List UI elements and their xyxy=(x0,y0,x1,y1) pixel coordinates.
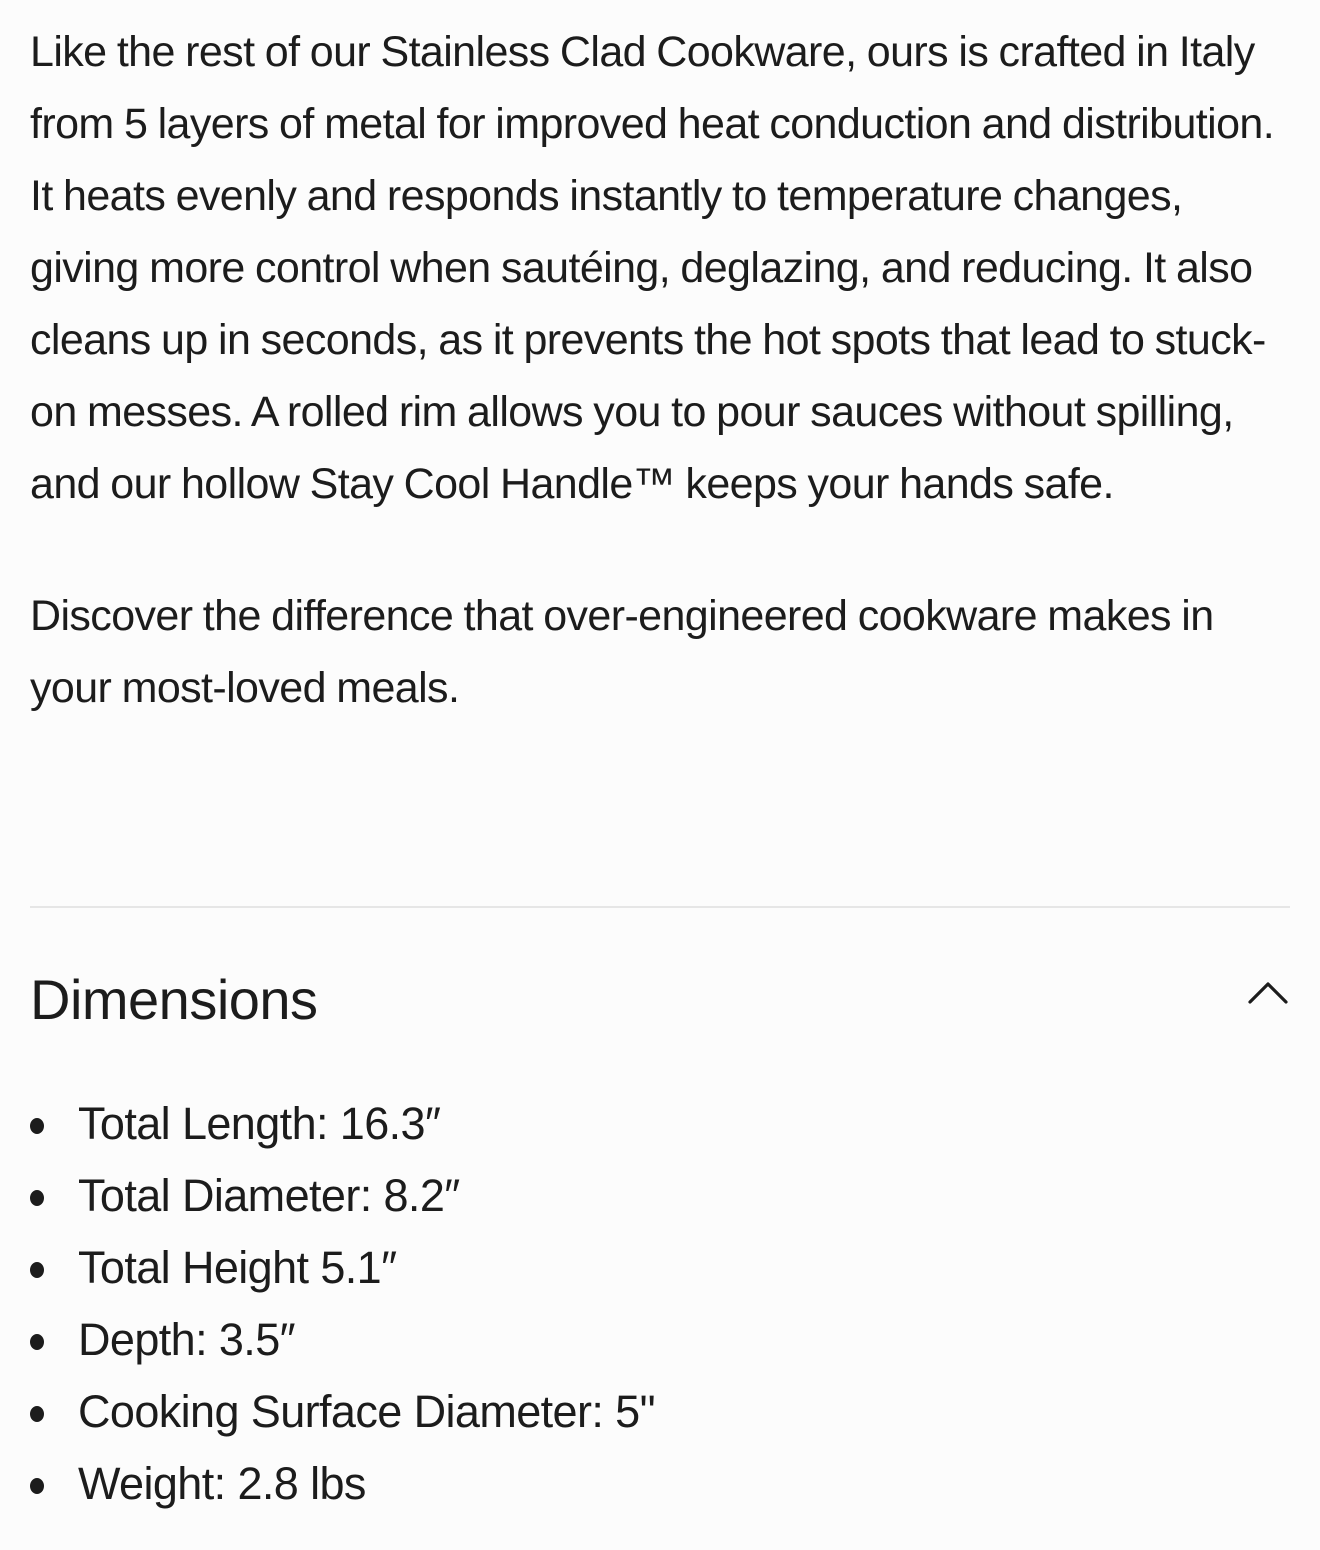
bullet-icon xyxy=(30,1478,44,1494)
dimension-text: Total Length: 16.3″ xyxy=(78,1098,441,1149)
dimension-text: Total Diameter: 8.2″ xyxy=(78,1170,460,1221)
chevron-up-icon[interactable] xyxy=(1246,970,1290,1014)
dimension-text: Cooking Surface Diameter: 5" xyxy=(78,1386,655,1437)
list-item xyxy=(30,1448,1290,1520)
dimensions-heading: Dimensions xyxy=(30,968,318,1031)
dimension-text: Depth: 3.5″ xyxy=(78,1314,295,1365)
description-paragraph: Discover the difference that over-engineered cookware makes in your most-loved meals. xyxy=(30,592,1214,712)
dimensions-list xyxy=(30,1088,1290,1520)
list-item xyxy=(30,1160,1290,1232)
bullet-icon xyxy=(30,1118,44,1134)
list-item xyxy=(30,1376,1290,1448)
bullet-icon xyxy=(30,1262,44,1278)
list-item xyxy=(30,1088,1290,1160)
bullet-icon xyxy=(30,1334,44,1350)
bullet-icon xyxy=(30,1406,44,1422)
dimension-text: Total Height 5.1″ xyxy=(78,1242,397,1293)
list-item xyxy=(30,1304,1290,1376)
dimensions-accordion-toggle[interactable] xyxy=(30,960,1290,1040)
dimension-text: Weight: 2.8 lbs xyxy=(78,1458,366,1509)
bullet-icon xyxy=(30,1190,44,1206)
section-divider xyxy=(30,906,1290,908)
description-paragraph: Like the rest of our Stainless Clad Cookware, ours is crafted in Italy from 5 layers of metal for improved heat conduction and distribution. It heats evenly and responds instantly to temperature changes, giving more control when sautéing, deglazing, and reducing. It also cleans up in seconds, as it prevents the hot spots that lead to stuck-on messes. A rolled rim allows you to pour sauces without spilling, and our hollow Stay Cool Handle™ keeps your hands safe. xyxy=(30,28,1275,508)
list-item xyxy=(30,1232,1290,1304)
product-description xyxy=(30,16,1300,724)
